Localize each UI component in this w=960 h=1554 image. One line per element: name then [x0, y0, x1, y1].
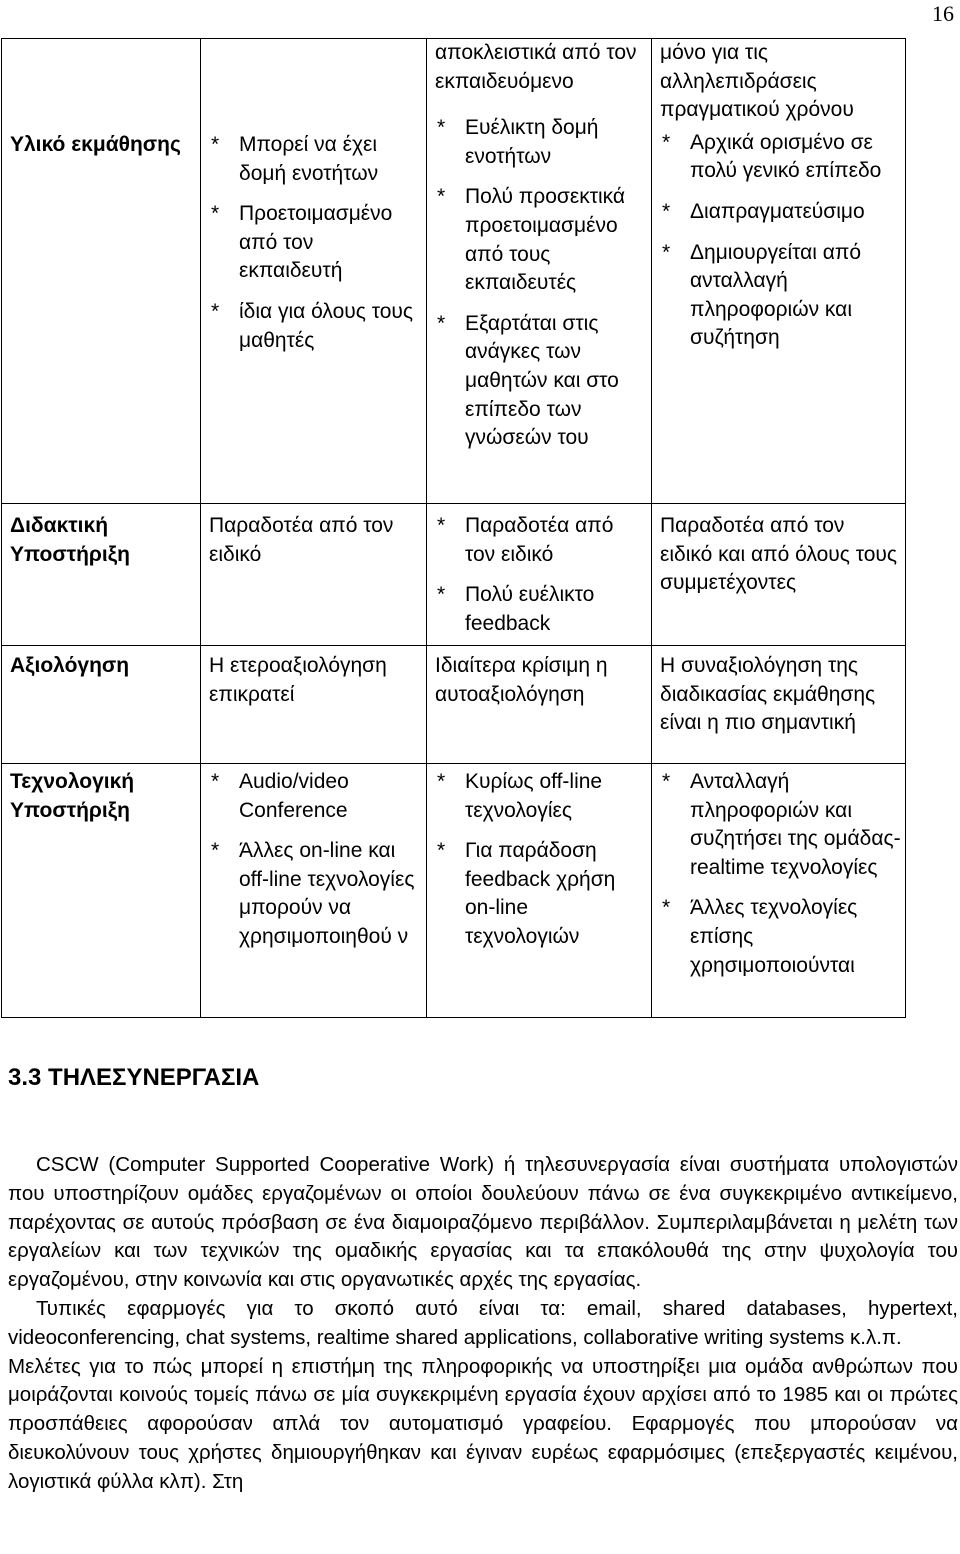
asterisk-bullet-icon: * [437, 185, 446, 209]
asterisk-bullet-icon: * [211, 770, 220, 793]
table-cell [427, 39, 652, 504]
asterisk-bullet-icon: * [662, 130, 671, 154]
asterisk-bullet-icon: * [437, 514, 446, 537]
table-cell [652, 39, 906, 504]
table-cell [652, 764, 906, 1018]
paragraph: Μελέτες για το πώς μπορεί η επιστήμη της πληροφορικής να υποστηρίξει μια ομάδα ανθρώπων που μοιράζονται κοινούς τομείς πάνω σε μία συγκεκριμένη εργασία έχουν αρχίσει από το 1985 και οι πρώτες προσπάθειες αφορούσαν απλά τον αυτοματισμό γραφείου. Εφαρμογές που μπορούσαν να διευκολύνουν τους χρήστες δημιουργήθηκαν και έγιναν ευρέως εφαρμόσιμες (επεξεργαστές κειμένου, λογιστικά φύλλα κλπ). Στη [8, 1354, 958, 1493]
bullet-list [209, 768, 422, 952]
bullet-list [660, 129, 901, 353]
list-item: * ίδια για όλους τους μαθητές [211, 299, 413, 352]
list-item: * Για παράδοση feedback χρήση on-line τεχνολογιών [437, 839, 616, 948]
asterisk-bullet-icon: * [437, 583, 446, 607]
list-item: * Ανταλλαγή πληροφοριών και συζητήσει της ομάδας-realtime τεχνολογίες [662, 770, 901, 879]
table-cell: Παραδοτέα από τον ειδικό [201, 504, 427, 646]
list-item: * Άλλες τεχνολογίες επίσης χρησιμοποιούνται [662, 896, 858, 977]
list-item: * Άλλες on-line και off-line τεχνολογίες μπορούν να χρησιμοποιηθού ν [211, 839, 415, 948]
table-cell: Η ετεροαξιολόγηση επικρατεί [201, 646, 427, 764]
table-cell [201, 39, 427, 504]
asterisk-bullet-icon: * [211, 839, 220, 863]
table-row-teaching-support [2, 504, 906, 646]
list-item: * Πολύ ευέλικτο feedback [437, 583, 595, 635]
row-header: Διδακτική Υποστήριξη [2, 504, 201, 646]
list-item: * Παραδοτέα από τον ειδικό [437, 514, 614, 566]
table-row-tech-support [2, 764, 906, 1018]
list-item: * Δημιουργείται από ανταλλαγή πληροφοριών και συζήτηση [662, 240, 862, 350]
bullet-list [435, 768, 647, 952]
comparison-table [1, 38, 906, 1018]
list-item: * Εξαρτάται στις ανάγκες των μαθητών και στο επίπεδο των γνώσεών του [437, 311, 619, 450]
table-cell [427, 764, 652, 1018]
asterisk-bullet-icon: * [211, 202, 220, 226]
list-item: * Κυρίως off-line τεχνολογίες [437, 770, 603, 822]
asterisk-bullet-icon: * [662, 770, 671, 793]
row-header: Αξιολόγηση [2, 646, 201, 764]
table-cell: Η συναξιολόγηση της διαδικασίας εκμάθησης είναι η πιο σημαντική [652, 646, 906, 764]
asterisk-bullet-icon: * [662, 896, 671, 920]
table-cell: Παραδοτέα από τον ειδικό και από όλους τους συμμετέχοντες [652, 504, 906, 646]
bullet-list [660, 768, 901, 980]
list-item: * Διαπραγματεύσιμο [660, 198, 901, 227]
section-title: 3.3 ΤΗΛΕΣΥΝΕΡΓΑΣΙΑ [8, 1064, 260, 1091]
bullet-list [435, 512, 647, 638]
asterisk-bullet-icon: * [437, 770, 446, 793]
asterisk-bullet-icon: * [211, 133, 220, 156]
table-row-learning-material [2, 39, 906, 504]
cell-lead-text: αποκλειστικά από τον εκπαιδευόμενο [435, 41, 637, 93]
list-item: * Προετοιμασμένο από τον εκπαιδευτή [211, 202, 393, 283]
bullet-list [435, 114, 647, 453]
list-item: * Αρχικά ορισμένο σε πολύ γενικό επίπεδο [662, 130, 882, 183]
list-item: * Ευέλικτη δομή ενοτήτων [437, 116, 599, 168]
table-cell [427, 504, 652, 646]
section-body [8, 1151, 958, 1497]
table-row-assessment [2, 646, 906, 764]
list-item: * Μπορεί να έχει δομή ενοτήτων [211, 133, 379, 185]
asterisk-bullet-icon: * [662, 240, 671, 264]
row-header: Υλικό εκμάθησης [2, 39, 201, 504]
asterisk-bullet-icon: * [211, 299, 220, 323]
asterisk-bullet-icon: * [437, 116, 446, 140]
table-cell [201, 764, 427, 1018]
cell-lead-text: μόνο για τις αλληλεπιδράσεις πραγματικού χρόνου [660, 41, 854, 122]
asterisk-bullet-icon: * [437, 839, 446, 863]
table-cell: Ιδιαίτερα κρίσιμη η αυτοαξιολόγηση [427, 646, 652, 764]
asterisk-bullet-icon: * [437, 311, 446, 335]
list-item: * Audio/video Conference [211, 770, 349, 822]
paragraph: Τυπικές εφαρμογές για το σκοπό αυτό είναι τα: email, shared databases, hypertext, videoconferencing, chat systems, realtime shared applications, collaborative writing systems κ.λ.π. [8, 1296, 958, 1349]
page-number: 16 [932, 1, 954, 26]
asterisk-bullet-icon: * [662, 199, 671, 223]
row-header: Τεχνολογική Υποστήριξη [2, 764, 201, 1018]
list-item: * Πολύ προσεκτικά προετοιμασμένο από τους εκπαιδευτές [437, 185, 626, 295]
paragraph: CSCW (Computer Supported Cooperative Work) ή τηλεσυνεργασία είναι συστήματα υπολογιστών που υποστηρίζουν ομάδες εργαζομένων οι οποίοι δουλεύουν πάνω σε ένα συγκεκριμένο αντικείμενο, παρέχοντας σε αυτούς πρόσβαση σε ένα διαμοιραζόμενο περιβάλλον. Συμπεριλαμβάνεται η μελέτη των εργαλείων και των τεχνικών της ομαδικής εργασίας και τα επακόλουθά της στην ψυχολογία του εργαζομένου, στην κοινωνία και στις οργανωτικές αρχές της εργασίας. [8, 1153, 958, 1292]
bullet-list [209, 131, 422, 355]
